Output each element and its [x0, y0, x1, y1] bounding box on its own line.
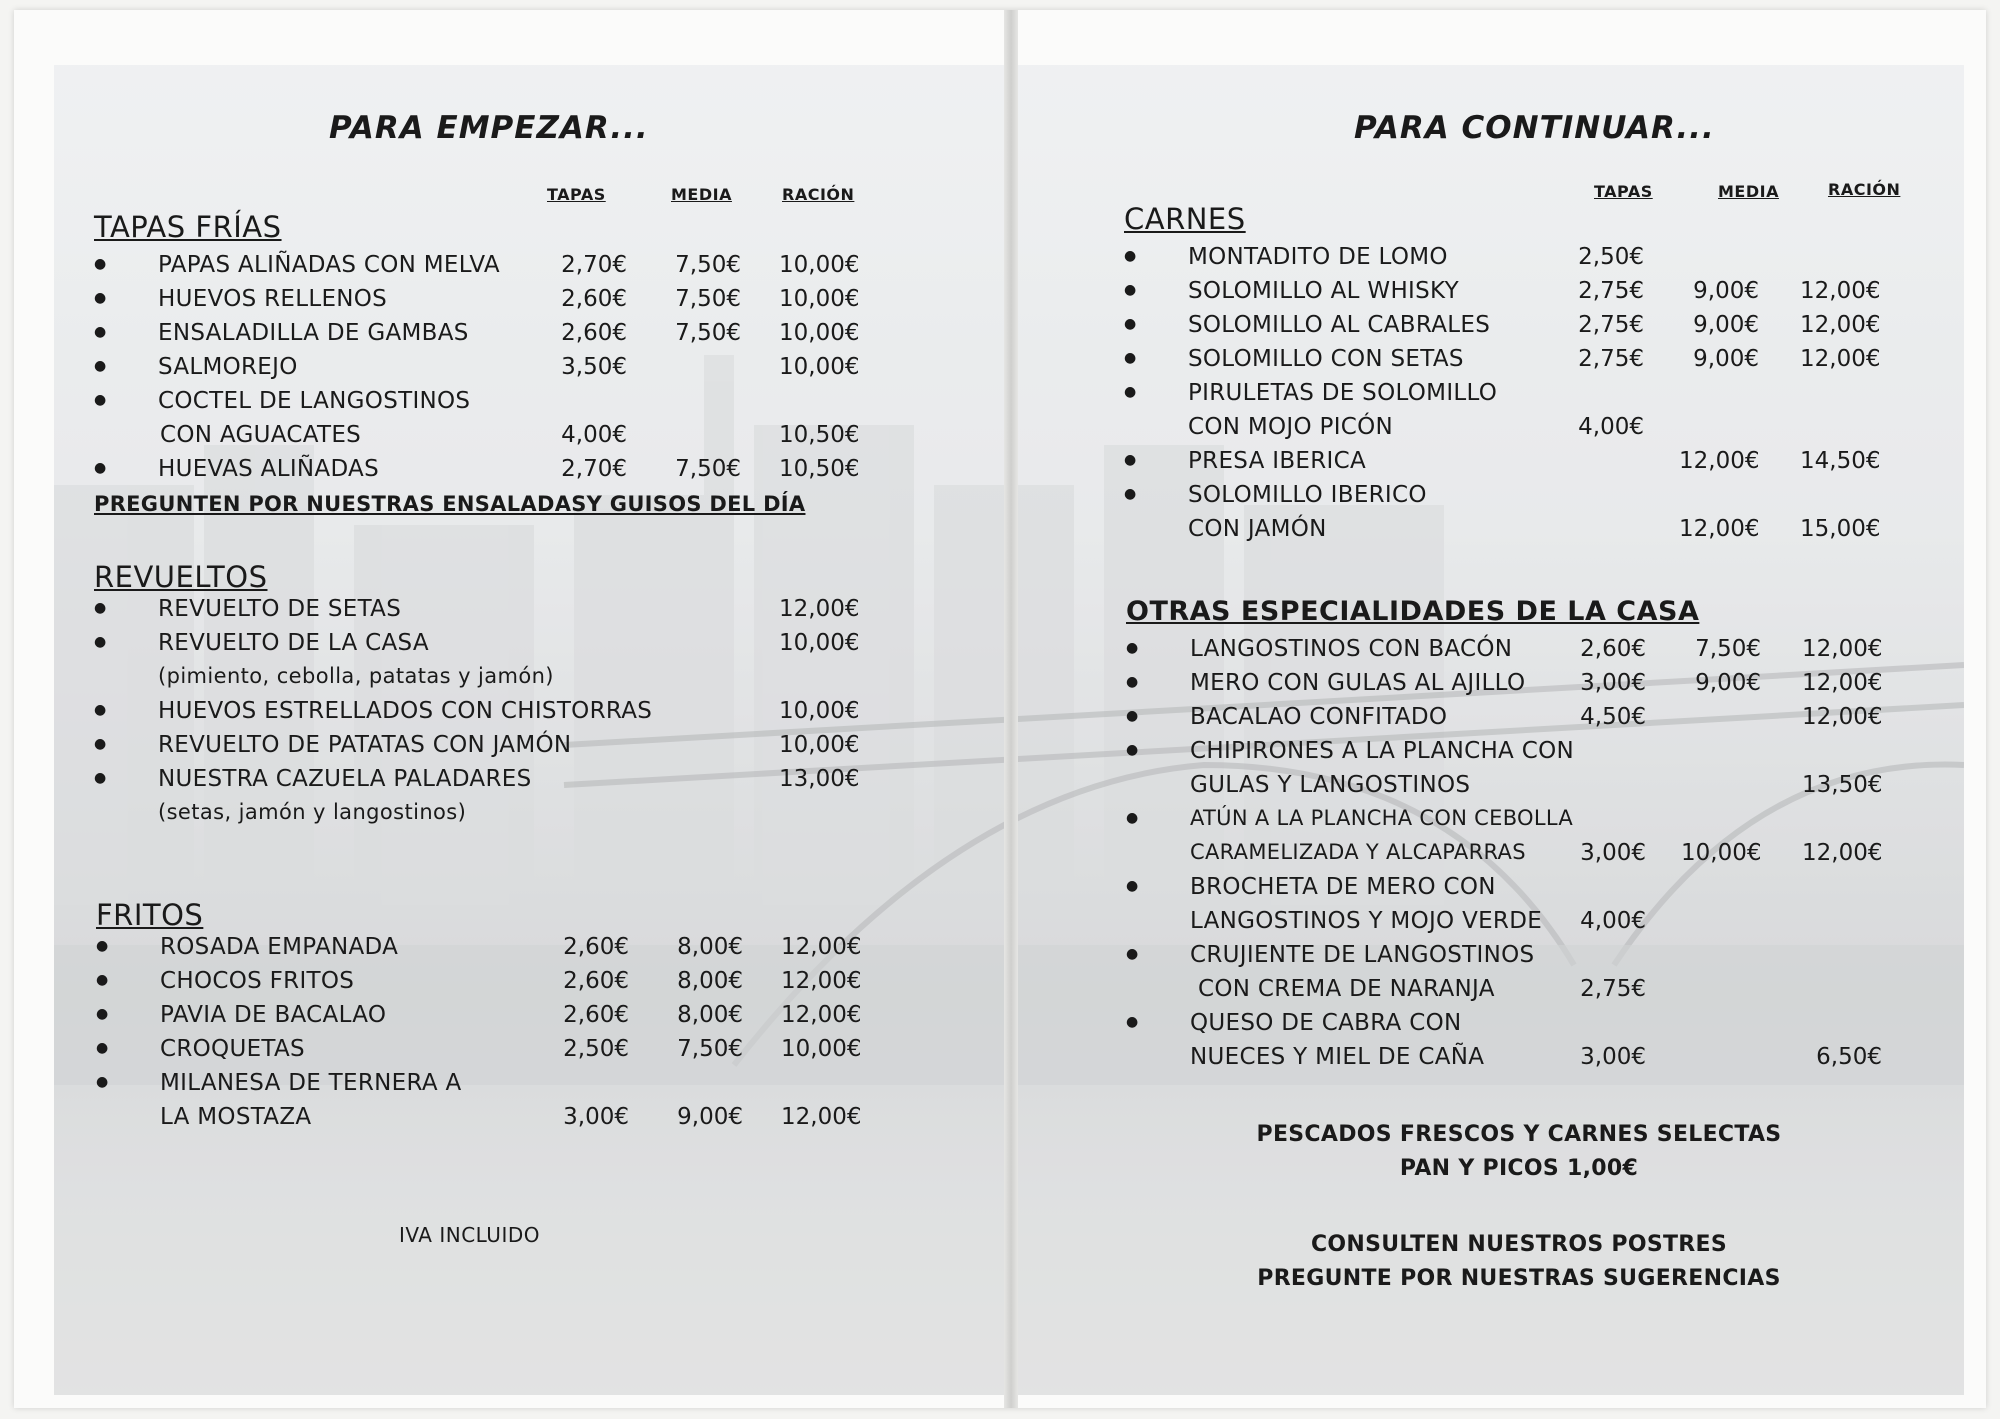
bullet: ●	[96, 1006, 109, 1022]
bullet: ●	[94, 358, 107, 374]
menu-item	[94, 354, 884, 386]
item-name-line2: CON JAMÓN	[1188, 516, 1327, 542]
item-name-line2: CON MOJO PICÓN	[1188, 414, 1394, 440]
item-name-line2: GULAS Y LANGOSTINOS	[1190, 772, 1471, 798]
bullet: ●	[94, 702, 107, 718]
price-tapa: 2,50€	[563, 1036, 629, 1062]
bullet: ●	[1124, 248, 1137, 264]
bullet: ●	[94, 634, 107, 650]
bullet: ●	[94, 324, 107, 340]
price-racion: 12,00€	[1800, 346, 1881, 372]
item-name-line2: CON AGUACATES	[160, 422, 362, 448]
item-name: PAVIA DE BACALAO	[160, 1002, 387, 1028]
menu-item-continued	[1126, 772, 1946, 804]
price-racion: 10,00€	[779, 252, 860, 278]
price-racion: 10,00€	[781, 1036, 862, 1062]
menu-item-continued	[1126, 1044, 1946, 1076]
item-name: PRESA IBERICA	[1188, 448, 1367, 474]
left-page-title: PARA EMPEZAR...	[329, 110, 649, 146]
item-name: SOLOMILLO AL CABRALES	[1188, 312, 1491, 338]
item-name: HUEVOS RELLENOS	[158, 286, 388, 312]
item-description: (setas, jamón y langostinos)	[158, 800, 467, 824]
price-tapa: 4,00€	[1580, 908, 1646, 934]
left-page	[54, 70, 884, 1370]
price-racion: 12,00€	[1800, 278, 1881, 304]
item-name: REVUELTO DE LA CASA	[158, 630, 429, 656]
price-tapa: 2,60€	[1580, 636, 1646, 662]
menu-item	[1126, 942, 1946, 974]
col-head-media: MEDIA	[1718, 182, 1779, 201]
item-name: PIRULETAS DE SOLOMILLO	[1188, 380, 1498, 406]
bullet: ●	[94, 392, 107, 408]
menu-item	[96, 968, 886, 1000]
menu-item	[96, 1070, 886, 1102]
price-racion: 12,00€	[781, 968, 862, 994]
price-tapa: 4,00€	[1578, 414, 1644, 440]
menu-item-continued	[96, 1104, 886, 1136]
menu-item-continued	[1126, 840, 1946, 872]
price-tapa: 4,50€	[1580, 704, 1646, 730]
price-media: 7,50€	[1695, 636, 1761, 662]
item-name: CRUJIENTE DE LANGOSTINOS	[1190, 942, 1535, 968]
item-name: SALMOREJO	[158, 354, 298, 380]
menu-item	[1124, 346, 1944, 378]
bullet: ●	[94, 770, 107, 786]
price-media: 12,00€	[1679, 516, 1760, 542]
price-racion: 14,50€	[1800, 448, 1881, 474]
footer-line-1: PESCADOS FRESCOS Y CARNES SELECTAS	[1256, 1122, 1782, 1147]
menu-item	[1126, 1010, 1946, 1042]
price-tapa: 2,70€	[561, 456, 627, 482]
price-racion: 12,00€	[1802, 840, 1883, 866]
menu-item	[94, 252, 884, 284]
item-name-line2: CARAMELIZADA Y ALCAPARRAS	[1190, 840, 1526, 864]
item-name: ROSADA EMPANADA	[160, 934, 399, 960]
item-name: SOLOMILLO AL WHISKY	[1188, 278, 1459, 304]
price-racion: 10,00€	[779, 630, 860, 656]
section-title-fritos: FRITOS	[96, 898, 204, 932]
col-head-media: MEDIA	[671, 185, 732, 204]
price-tapa: 3,00€	[1580, 840, 1646, 866]
menu-item	[94, 698, 884, 730]
price-tapa: 2,75€	[1578, 346, 1644, 372]
menu-item-continued	[1124, 516, 1944, 548]
bullet: ●	[1126, 742, 1139, 758]
footer-line-3: CONSULTEN NUESTROS POSTRES	[1310, 1232, 1728, 1257]
item-name: BACALAO CONFITADO	[1190, 704, 1448, 730]
menu-item	[94, 320, 884, 352]
item-name: MILANESA DE TERNERA A	[160, 1070, 462, 1096]
col-head-tapas: TAPAS	[1594, 182, 1653, 201]
price-racion: 12,00€	[781, 1002, 862, 1028]
price-tapa: 2,70€	[561, 252, 627, 278]
bullet: ●	[1126, 1014, 1139, 1030]
tapas-frias-note: PREGUNTEN POR NUESTRAS ENSALADASY GUISOS DEL DÍA	[94, 492, 806, 516]
menu-item	[1126, 670, 1946, 702]
price-racion: 12,00€	[1802, 670, 1883, 696]
bullet: ●	[1126, 708, 1139, 724]
price-tapa: 2,60€	[561, 286, 627, 312]
price-tapa: 3,50€	[561, 354, 627, 380]
col-head-racion: RACIÓN	[782, 185, 855, 204]
item-name: QUESO DE CABRA CON	[1190, 1010, 1462, 1036]
item-name: HUEVAS ALIÑADAS	[158, 456, 379, 482]
item-name: HUEVOS ESTRELLADOS CON CHISTORRAS	[158, 698, 653, 724]
item-name: ATÚN A LA PLANCHA CON CEBOLLA	[1190, 806, 1574, 830]
menu-item-continued	[1126, 976, 1946, 1008]
menu-item	[94, 286, 884, 318]
price-racion: 12,00€	[1802, 704, 1883, 730]
price-racion: 13,50€	[1802, 772, 1883, 798]
price-racion: 10,00€	[779, 732, 860, 758]
menu-item	[1124, 482, 1944, 514]
item-name: SOLOMILLO CON SETAS	[1188, 346, 1464, 372]
item-name: REVUELTO DE SETAS	[158, 596, 402, 622]
bullet: ●	[94, 736, 107, 752]
bullet: ●	[1124, 384, 1137, 400]
price-racion: 10,50€	[779, 456, 860, 482]
menu-item	[96, 934, 886, 966]
price-tapa: 3,00€	[1580, 1044, 1646, 1070]
price-tapa: 2,60€	[563, 968, 629, 994]
item-name: PAPAS ALIÑADAS CON MELVA	[158, 252, 500, 278]
bullet: ●	[1126, 946, 1139, 962]
menu-item	[1124, 278, 1944, 310]
bullet: ●	[94, 460, 107, 476]
bullet: ●	[1126, 674, 1139, 690]
menu-item-continued	[94, 422, 884, 454]
item-name: MONTADITO DE LOMO	[1188, 244, 1448, 270]
menu-item	[94, 630, 884, 662]
menu-item-continued	[94, 664, 884, 696]
section-title-especialidades: OTRAS ESPECIALIDADES DE LA CASA	[1126, 596, 1700, 627]
price-media: 7,50€	[675, 286, 741, 312]
item-name: CHIPIRONES A LA PLANCHA CON	[1190, 738, 1574, 764]
item-name: NUESTRA CAZUELA PALADARES	[158, 766, 532, 792]
bullet: ●	[96, 938, 109, 954]
menu-item	[94, 456, 884, 488]
price-racion: 12,00€	[781, 934, 862, 960]
section-title-revueltos: REVUELTOS	[94, 560, 268, 594]
menu-item	[94, 596, 884, 628]
price-racion: 12,00€	[781, 1104, 862, 1130]
item-name: LANGOSTINOS CON BACÓN	[1190, 636, 1513, 662]
price-media: 9,00€	[1695, 670, 1761, 696]
price-racion: 10,00€	[779, 286, 860, 312]
price-media: 7,50€	[675, 456, 741, 482]
item-name: SOLOMILLO IBERICO	[1188, 482, 1427, 508]
menu-item	[1126, 738, 1946, 770]
price-tapa: 2,60€	[563, 1002, 629, 1028]
price-media: 7,50€	[675, 320, 741, 346]
item-name: CHOCOS FRITOS	[160, 968, 355, 994]
bullet: ●	[94, 256, 107, 272]
col-head-tapas: TAPAS	[547, 185, 606, 204]
price-media: 9,00€	[1693, 312, 1759, 338]
col-head-racion: RACIÓN	[1828, 180, 1901, 199]
price-media: 8,00€	[677, 934, 743, 960]
price-tapa: 2,75€	[1578, 312, 1644, 338]
item-name: BROCHETA DE MERO CON	[1190, 874, 1496, 900]
menu-item	[94, 732, 884, 764]
price-tapa: 2,50€	[1578, 244, 1644, 270]
right-page-title: PARA CONTINUAR...	[1354, 110, 1715, 146]
price-media: 10,00€	[1681, 840, 1762, 866]
price-racion: 10,00€	[779, 698, 860, 724]
footer-line-4: PREGUNTE POR NUESTRAS SUGERENCIAS	[1257, 1266, 1781, 1291]
item-name: COCTEL DE LANGOSTINOS	[158, 388, 471, 414]
bullet: ●	[1126, 878, 1139, 894]
bullet: ●	[1124, 452, 1137, 468]
price-tapa: 2,60€	[561, 320, 627, 346]
price-racion: 12,00€	[1800, 312, 1881, 338]
bullet: ●	[1124, 282, 1137, 298]
menu-item-continued	[1126, 908, 1946, 940]
page-fold	[1004, 10, 1018, 1408]
menu-item	[1124, 244, 1944, 276]
price-media: 7,50€	[675, 252, 741, 278]
price-media: 12,00€	[1679, 448, 1760, 474]
footer-line-2: PAN Y PICOS 1,00€	[1399, 1156, 1639, 1181]
right-page	[1054, 70, 1944, 1370]
item-name: ENSALADILLA DE GAMBAS	[158, 320, 469, 346]
price-tapa: 2,60€	[563, 934, 629, 960]
price-racion: 10,00€	[779, 354, 860, 380]
price-media: 9,00€	[1693, 278, 1759, 304]
iva-note: IVA INCLUIDO	[399, 1223, 540, 1247]
price-racion: 12,00€	[779, 596, 860, 622]
price-racion: 6,50€	[1816, 1044, 1882, 1070]
item-name: CROQUETAS	[160, 1036, 305, 1062]
menu-item	[1124, 312, 1944, 344]
menu-item	[96, 1036, 886, 1068]
item-name-line2: NUECES Y MIEL DE CAÑA	[1190, 1044, 1485, 1070]
menu-item-continued	[94, 800, 884, 832]
price-media: 8,00€	[677, 1002, 743, 1028]
menu-item-continued	[1124, 414, 1944, 446]
price-media: 7,50€	[677, 1036, 743, 1062]
item-name-line2: LA MOSTAZA	[160, 1104, 312, 1130]
price-tapa: 3,00€	[563, 1104, 629, 1130]
menu-item	[94, 766, 884, 798]
bullet: ●	[96, 972, 109, 988]
price-tapa: 4,00€	[561, 422, 627, 448]
item-description: (pimiento, cebolla, patatas y jamón)	[158, 664, 554, 688]
bullet: ●	[96, 1074, 109, 1090]
menu-item	[1126, 636, 1946, 668]
bullet: ●	[1126, 810, 1139, 826]
menu-sheet	[14, 10, 1986, 1408]
bullet: ●	[94, 600, 107, 616]
bullet: ●	[1126, 640, 1139, 656]
menu-item	[96, 1002, 886, 1034]
bullet: ●	[94, 290, 107, 306]
menu-item	[1126, 874, 1946, 906]
price-racion: 10,00€	[779, 320, 860, 346]
item-name-line2: CON CREMA DE NARANJA	[1198, 976, 1495, 1002]
item-name: MERO CON GULAS AL AJILLO	[1190, 670, 1526, 696]
menu-item	[1126, 806, 1946, 838]
price-media: 9,00€	[677, 1104, 743, 1130]
price-media: 8,00€	[677, 968, 743, 994]
price-media: 9,00€	[1693, 346, 1759, 372]
menu-item	[1124, 448, 1944, 480]
section-title-carnes: CARNES	[1124, 202, 1246, 236]
item-name-line2: LANGOSTINOS Y MOJO VERDE	[1190, 908, 1543, 934]
menu-item	[1126, 704, 1946, 736]
bullet: ●	[96, 1040, 109, 1056]
menu-item	[94, 388, 884, 420]
section-title-tapas-frias: TAPAS FRÍAS	[94, 210, 282, 244]
bullet: ●	[1124, 316, 1137, 332]
price-tapa: 3,00€	[1580, 670, 1646, 696]
bullet: ●	[1124, 350, 1137, 366]
price-tapa: 2,75€	[1580, 976, 1646, 1002]
bullet: ●	[1124, 486, 1137, 502]
menu-item	[1124, 380, 1944, 412]
item-name: REVUELTO DE PATATAS CON JAMÓN	[158, 732, 572, 758]
price-racion: 10,50€	[779, 422, 860, 448]
price-tapa: 2,75€	[1578, 278, 1644, 304]
price-racion: 15,00€	[1800, 516, 1881, 542]
price-racion: 12,00€	[1802, 636, 1883, 662]
price-racion: 13,00€	[779, 766, 860, 792]
